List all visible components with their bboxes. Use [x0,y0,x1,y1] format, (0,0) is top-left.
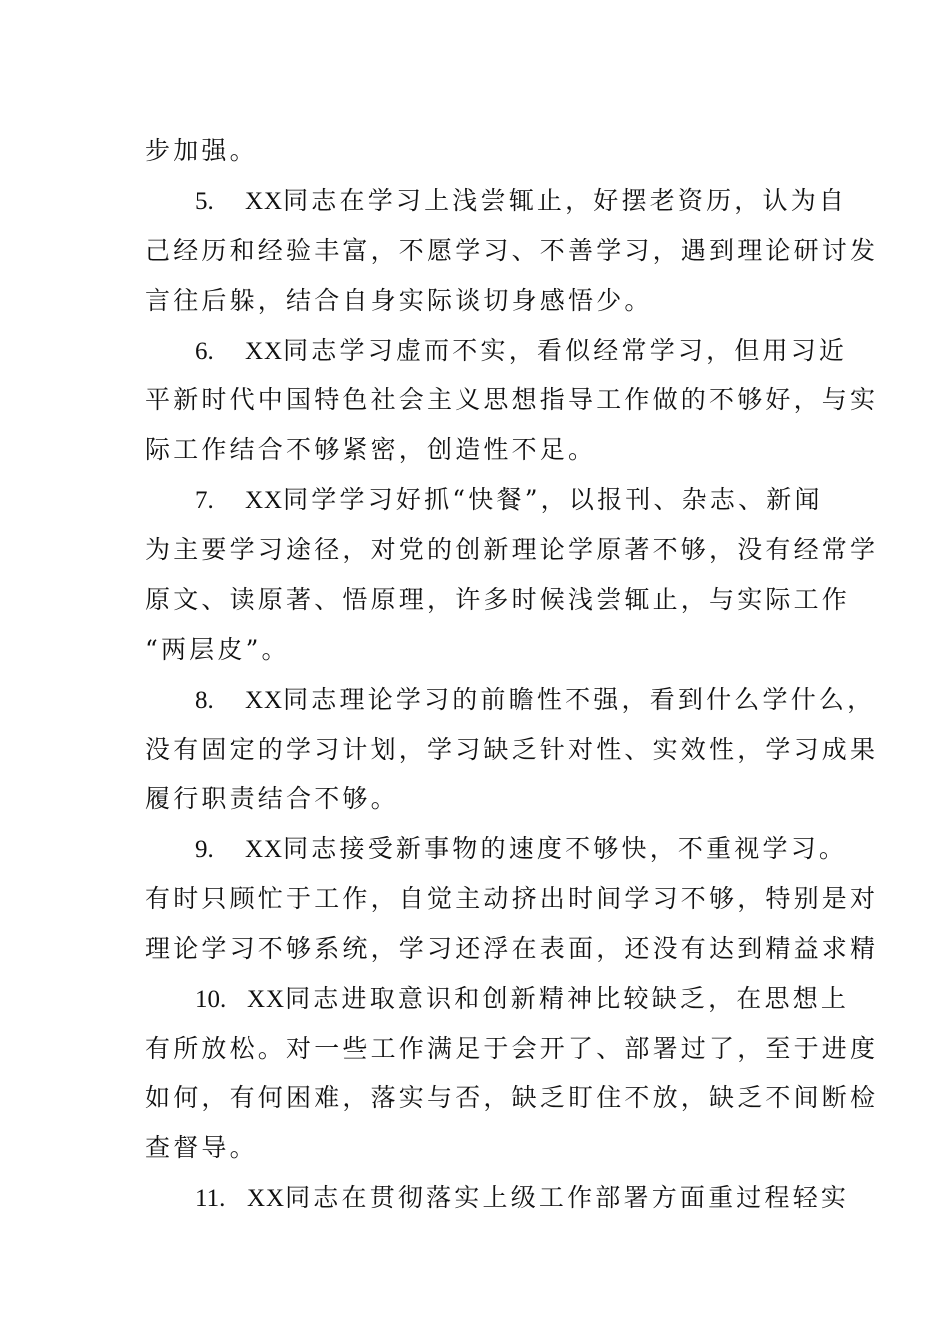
name-placeholder: XX [247,986,286,1013]
item-line: 如何，有何困难，落实与否，缺乏盯住不放，缺乏不间断检 [145,1083,879,1112]
item-line: 有所放松。对一些工作满足于会开了、部署过了，至于进度 [145,1034,879,1063]
item-number: 7. [195,487,214,514]
item-first-line: 同志在贯彻落实上级工作部署方面重过程轻实 [285,1183,850,1212]
item-line: 理论学习不够系统，学习还浮在表面，还没有达到精益求精 [145,934,879,963]
item-line: 际工作结合不够紧密，创造性不足。 [145,435,597,464]
list-item-7 [195,480,823,520]
name-placeholder: XX [245,687,284,714]
list-item-6 [195,331,848,371]
item-number: 10. [195,986,227,1013]
item-first-line: 同志在学习上浅尝辄止，好摆老资历，认为自 [283,186,848,215]
list-item-11 [195,1178,850,1218]
list-item-10 [195,979,850,1019]
item-first-line: 同志进取意识和创新精神比较缺乏，在思想上 [285,984,850,1013]
item-number: 6. [195,338,214,365]
name-placeholder: XX [245,338,284,365]
item-number: 11. [195,1185,226,1212]
item-number: 9. [195,836,214,863]
item-line: 有时只顾忙于工作，自觉主动挤出时间学习不够，特别是对 [145,884,879,913]
item-line: 查督导。 [145,1133,258,1162]
item-number: 5. [195,188,214,215]
list-item-8 [195,680,876,720]
item-first-line: 同志接受新事物的速度不够快，不重视学习。 [283,834,848,863]
item-line: 言往后躲，结合自身实际谈切身感悟少。 [145,286,653,315]
item-line: 履行职责结合不够。 [145,784,399,813]
item-line: 原文、读原著、悟原理，许多时候浅尝辄止，与实际工作 [145,585,851,614]
name-placeholder: XX [247,1185,286,1212]
name-placeholder: XX [245,188,284,215]
item-line: 平新时代中国特色社会主义思想指导工作做的不够好，与实 [145,385,879,414]
item-line: 为主要学习途径，对党的创新理论学原著不够，没有经常学 [145,535,879,564]
item-first-line: 同学学习好抓“快餐”，以报刊、杂志、新闻 [283,485,823,514]
name-placeholder: XX [245,487,284,514]
name-placeholder: XX [245,836,284,863]
item-number: 8. [195,687,214,714]
item-line: 己经历和经验丰富，不愿学习、不善学习，遇到理论研讨发 [145,236,879,265]
list-item-9 [195,829,848,869]
item-first-line: 同志学习虚而不实，看似经常学习，但用习近 [283,336,848,365]
item-line: 没有固定的学习计划，学习缺乏针对性、实效性，学习成果 [145,735,879,764]
list-item-5 [195,181,848,221]
item-line: “两层皮”。 [145,635,290,664]
continuation-line: 步加强。 [145,136,258,165]
item-first-line: 同志理论学习的前瞻性不强，看到什么学什么， [283,685,876,714]
